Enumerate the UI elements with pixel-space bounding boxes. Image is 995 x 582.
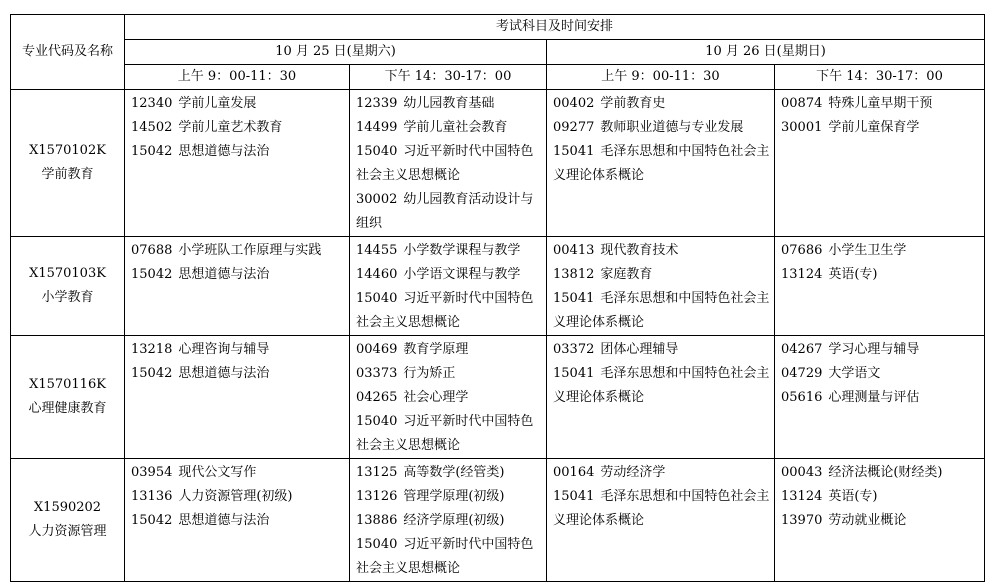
course-name: 习近平新时代中国特色社会主义思想概论: [356, 144, 534, 183]
course-name: 思想道德与法治: [178, 366, 270, 381]
course-name: 心理咨询与辅导: [178, 342, 270, 357]
course-name: 特殊儿童早期干预: [828, 96, 933, 111]
course-code: 04729: [781, 366, 823, 381]
course-item: [131, 92, 346, 116]
course-code: 13886: [356, 513, 398, 528]
course-name: 小学班队工作原理与实践: [178, 243, 322, 258]
course-code: 15042: [131, 513, 173, 528]
course-code: 09277: [553, 120, 595, 135]
schedule-cell: [775, 90, 985, 237]
course-code: 15041: [553, 144, 595, 159]
course-item: [356, 386, 543, 410]
course-item: [356, 410, 543, 458]
course-name: 劳动就业概论: [828, 513, 907, 528]
day-header-oct25: 10 月 25 日(星期六): [125, 40, 547, 65]
course-code: 30002: [356, 192, 398, 207]
schedule-cell: [125, 90, 350, 237]
course-item: [356, 338, 543, 362]
course-item: [131, 362, 346, 386]
course-item: [356, 461, 543, 485]
course-code: 15040: [356, 414, 398, 429]
course-code: 13970: [781, 513, 823, 528]
course-item: [356, 533, 543, 581]
course-item: [131, 509, 346, 533]
course-code: 04265: [356, 390, 398, 405]
course-code: 15040: [356, 291, 398, 306]
schedule-cell: [125, 237, 350, 336]
table-row: [11, 90, 985, 237]
major-name: 学前教育: [41, 167, 94, 182]
schedule-cell: [125, 336, 350, 459]
course-name: 习近平新时代中国特色社会主义思想概论: [356, 291, 534, 330]
course-name: 团体心理辅导: [600, 342, 679, 357]
course-code: 00402: [553, 96, 595, 111]
course-item: [131, 461, 346, 485]
table-row: [11, 459, 985, 582]
course-name: 毛泽东思想和中国特色社会主义理论体系概论: [553, 144, 770, 183]
course-code: 03373: [356, 366, 398, 381]
schedule-cell: [775, 459, 985, 582]
course-name: 英语(专): [828, 489, 878, 504]
course-name: 毛泽东思想和中国特色社会主义理论体系概论: [553, 489, 770, 528]
course-name: 教师职业道德与专业发展: [600, 120, 744, 135]
course-item: [356, 116, 543, 140]
major-cell: [11, 237, 125, 336]
course-name: 教育学原理: [403, 342, 469, 357]
major-cell: [11, 459, 125, 582]
course-code: 14460: [356, 267, 398, 282]
course-item: [553, 263, 771, 287]
course-code: 13125: [356, 465, 398, 480]
course-name: 小学生卫生学: [828, 243, 907, 258]
course-name: 习近平新时代中国特色社会主义思想概论: [356, 537, 534, 576]
course-code: 13124: [781, 489, 823, 504]
exam-schedule-page: [10, 14, 985, 582]
course-code: 15041: [553, 489, 595, 504]
schedule-body: [11, 90, 985, 582]
schedule-cell: [350, 237, 547, 336]
course-code: 00413: [553, 243, 595, 258]
course-name: 习近平新时代中国特色社会主义思想概论: [356, 414, 534, 453]
course-name: 大学语文: [828, 366, 881, 381]
course-item: [131, 485, 346, 509]
course-code: 13136: [131, 489, 173, 504]
schedule-cell: [547, 90, 775, 237]
course-code: 00164: [553, 465, 595, 480]
course-item: [356, 362, 543, 386]
course-name: 现代教育技术: [600, 243, 679, 258]
schedule-cell: [350, 336, 547, 459]
schedule-cell: [547, 336, 775, 459]
course-code: 13124: [781, 267, 823, 282]
course-code: 00874: [781, 96, 823, 111]
course-name: 小学语文课程与教学: [403, 267, 521, 282]
course-item: [781, 485, 981, 509]
course-item: [131, 239, 346, 263]
course-name: 现代公文写作: [178, 465, 257, 480]
major-name: 小学教育: [41, 290, 94, 305]
course-name: 人力资源管理(初级): [178, 489, 293, 504]
course-name: 小学数学课程与教学: [403, 243, 521, 258]
course-item: [781, 386, 981, 410]
course-name: 学前儿童发展: [178, 96, 257, 111]
schedule-cell: [775, 237, 985, 336]
course-item: [356, 485, 543, 509]
major-code: X1570116K: [29, 377, 106, 392]
course-item: [356, 92, 543, 116]
course-item: [781, 509, 981, 533]
exam-schedule-table: [10, 14, 985, 582]
course-code: 07688: [131, 243, 173, 258]
major-column-header: 专业代码及名称: [11, 15, 125, 90]
course-item: [356, 188, 543, 236]
course-name: 思想道德与法治: [178, 267, 270, 282]
course-code: 15040: [356, 537, 398, 552]
course-item: [131, 116, 346, 140]
course-code: 30001: [781, 120, 823, 135]
course-code: 03372: [553, 342, 595, 357]
course-code: 14502: [131, 120, 173, 135]
course-item: [356, 509, 543, 533]
course-name: 家庭教育: [600, 267, 653, 282]
course-name: 毛泽东思想和中国特色社会主义理论体系概论: [553, 366, 770, 405]
schedule-cell: [350, 459, 547, 582]
course-code: 13126: [356, 489, 398, 504]
course-code: 15040: [356, 144, 398, 159]
course-code: 00043: [781, 465, 823, 480]
slot-header-oct25-pm: 下午 14：30-17：00: [350, 65, 547, 90]
course-item: [553, 362, 771, 410]
course-code: 03954: [131, 465, 173, 480]
course-code: 15042: [131, 366, 173, 381]
course-item: [553, 92, 771, 116]
course-code: 15042: [131, 144, 173, 159]
course-item: [553, 116, 771, 140]
course-name: 学前儿童艺术教育: [178, 120, 283, 135]
course-name: 学前教育史: [600, 96, 666, 111]
course-name: 思想道德与法治: [178, 144, 270, 159]
day-header-oct26: 10 月 26 日(星期日): [547, 40, 985, 65]
course-name: 毛泽东思想和中国特色社会主义理论体系概论: [553, 291, 770, 330]
course-name: 心理测量与评估: [828, 390, 920, 405]
course-item: [781, 263, 981, 287]
slot-header-oct26-am: 上午 9：00-11：30: [547, 65, 775, 90]
course-name: 社会心理学: [403, 390, 469, 405]
schedule-cell: [350, 90, 547, 237]
major-name: 心理健康教育: [28, 401, 107, 416]
course-item: [553, 485, 771, 533]
course-item: [781, 92, 981, 116]
schedule-cell: [125, 459, 350, 582]
course-code: 00469: [356, 342, 398, 357]
major-code: X1570103K: [29, 266, 106, 281]
course-code: 04267: [781, 342, 823, 357]
major-code: X1570102K: [29, 143, 106, 158]
course-item: [781, 239, 981, 263]
slot-header-oct25-am: 上午 9：00-11：30: [125, 65, 350, 90]
schedule-title: 考试科目及时间安排: [125, 15, 985, 40]
course-code: 05616: [781, 390, 823, 405]
course-name: 学前儿童社会教育: [403, 120, 508, 135]
course-name: 劳动经济学: [600, 465, 666, 480]
schedule-cell: [547, 237, 775, 336]
major-code: X1590202: [33, 500, 102, 515]
course-item: [553, 461, 771, 485]
major-cell: [11, 336, 125, 459]
course-code: 14499: [356, 120, 398, 135]
course-item: [781, 461, 981, 485]
schedule-cell: [775, 336, 985, 459]
course-name: 幼儿园教育活动设计与组织: [356, 192, 534, 231]
course-name: 学习心理与辅导: [828, 342, 920, 357]
course-name: 经济学原理(初级): [403, 513, 505, 528]
course-item: [553, 338, 771, 362]
course-item: [356, 287, 543, 335]
slot-header-oct26-pm: 下午 14：30-17：00: [775, 65, 985, 90]
table-row: [11, 237, 985, 336]
course-item: [553, 287, 771, 335]
course-name: 幼儿园教育基础: [403, 96, 495, 111]
course-code: 15041: [553, 366, 595, 381]
course-name: 管理学原理(初级): [403, 489, 505, 504]
course-name: 学前儿童保育学: [828, 120, 920, 135]
course-code: 13218: [131, 342, 173, 357]
schedule-cell: [547, 459, 775, 582]
major-cell: [11, 90, 125, 237]
course-name: 思想道德与法治: [178, 513, 270, 528]
course-code: 14455: [356, 243, 398, 258]
course-code: 12339: [356, 96, 398, 111]
course-item: [781, 362, 981, 386]
course-name: 经济法概论(财经类): [828, 465, 943, 480]
course-item: [131, 263, 346, 287]
course-item: [356, 140, 543, 188]
course-item: [781, 116, 981, 140]
course-code: 12340: [131, 96, 173, 111]
course-item: [781, 338, 981, 362]
course-item: [131, 140, 346, 164]
course-item: [553, 140, 771, 188]
course-name: 行为矫正: [403, 366, 456, 381]
course-item: [553, 239, 771, 263]
course-item: [356, 263, 543, 287]
course-name: 英语(专): [828, 267, 878, 282]
table-row: [11, 336, 985, 459]
course-item: [131, 338, 346, 362]
course-code: 15041: [553, 291, 595, 306]
course-code: 07686: [781, 243, 823, 258]
course-code: 13812: [553, 267, 595, 282]
major-name: 人力资源管理: [28, 524, 107, 539]
course-name: 高等数学(经管类): [403, 465, 505, 480]
course-item: [356, 239, 543, 263]
course-code: 15042: [131, 267, 173, 282]
